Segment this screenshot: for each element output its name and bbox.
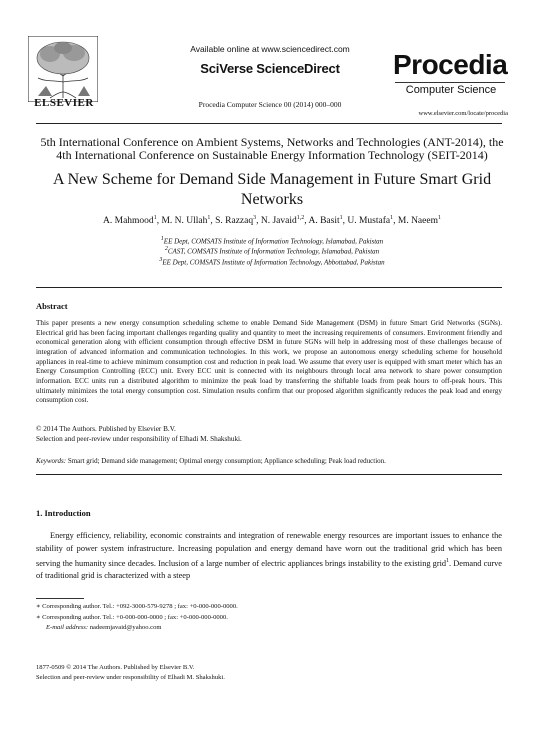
affiliation: $^2$CAST, COMSATS Institute of Information Technology, Islamabad, Pakistan	[164, 246, 380, 256]
title-line-1: A New Scheme for Demand Side Management in Future Smart Grid	[52, 171, 492, 188]
journal-url[interactable]: www.elsevier.com/locate/procedia	[418, 110, 508, 117]
introduction-text: Energy efficiency, reliability, economic constraints and integration of renewable energy resources are important issues to enhance the stability of power system infrastructure. Increasing population and energy demand have worn out the traditional grid which has been serving the humanity since decades. Inclusion of a large number of electric appliances brings instability to the existing grid	[36, 531, 502, 568]
copyright-line: © 2014 The Authors. Published by Elsevier B.V.	[36, 425, 176, 433]
abstract-body: This paper presents a new energy consumption scheduling scheme to enable Demand Side Management (DSM) in future Smart Grid Networks (SGNs). Electrical grid has been facing important challenges regarding quality and quantity to meet the increasing requirements of consumers. Environment friendly and economical generation along with efficient consumption through effective DSM in future SGNs will help in addressing most of these challenges because of integration of advanced information and communication technologies. In this work, we propose an autonomous energy scheduling scheme for household appliances in real-time to achieve minimum consumption cost and reduction in peak load. We assume that every user is equipped with smart meter which has an Energy Consumption Controlling (ECC) unit. Every ECC unit is connected with its neighbours through local area network to share power consumption information. ECC units run a distributed algorithm to minimize the peak load by transferring the shiftable loads from peak hours to off-peak hours. This ultimately minimizes the total energy consumption cost. Simulation results confirm that our proposed algorithm significantly reduces the peak load and energy consumption cost.	[36, 319, 502, 405]
email-label: E-mail address:	[46, 624, 89, 631]
procedia-divider	[395, 82, 505, 83]
introduction-text-tail: . Demand curve of traditional grid is characterized with a steep	[36, 558, 502, 581]
journal-volume: Procedia Computer Science 00 (2014) 000–000	[198, 100, 342, 109]
author: M. N. Ullah	[161, 216, 208, 227]
author: N. Javaid	[260, 216, 297, 227]
issn-line: 1877-0509 © 2014 The Authors. Published by Elsevier B.V.	[36, 664, 195, 671]
issn-block	[36, 663, 502, 683]
author-sup: 1	[339, 215, 343, 221]
footnote-email	[46, 624, 512, 631]
footnote-rule	[36, 598, 84, 599]
abstract-heading: Abstract	[36, 301, 68, 311]
sciverse-logo-text: SciVerse ScienceDirect	[200, 61, 340, 76]
paper-title	[30, 170, 514, 210]
publisher-name: ELSEVIER	[34, 97, 94, 109]
header-rule	[36, 123, 502, 124]
footnote: ∗ Corresponding author. Tel.: +0-000-000-0000 ; fax: +0-000-000-0000.	[36, 614, 228, 621]
author-sup: 1	[153, 215, 157, 221]
introduction-body	[36, 530, 502, 583]
author: S. Razzaq	[215, 216, 254, 227]
procedia-logo-text: Procedia	[393, 49, 508, 80]
affiliation: $^3$EE Dept, COMSATS Institute of Information Technology, Abbottabad, Pakistan	[159, 257, 385, 267]
procedia-subtitle: Computer Science	[405, 84, 497, 96]
author-list: A. Mahmood$^1$, M. N. Ullah$^1$, S. Razzaq$^3$, N. Javaid$^{1,2}$, A. Basit$^1$, U. Mustafa$^1$, M. Naeem$^1$	[103, 215, 441, 227]
author-sup: 1	[390, 215, 394, 221]
author-sup: 1	[437, 215, 441, 221]
author-sup: 1	[207, 215, 211, 221]
conference-line-1: 5th International Conference on Ambient Systems, Networks and Technologies (ANT-2014), the	[40, 135, 504, 149]
author-sup: 1,2	[296, 215, 305, 221]
abstract-bottom-rule	[36, 474, 502, 475]
author: A. Mahmood	[103, 216, 154, 227]
email-address[interactable]: nadeemjavaid@yahoo.com	[89, 624, 162, 631]
abstract-copyright	[36, 425, 502, 444]
author: U. Mustafa	[347, 216, 391, 227]
affiliation: $^1$EE Dept, COMSATS Institute of Information Technology, Islamabad, Pakistan	[160, 236, 384, 246]
conference-info	[30, 136, 514, 162]
section-heading: 1. Introduction	[36, 508, 91, 518]
author: A. Basit	[308, 216, 340, 227]
peer-review-footer: Selection and peer-review under responsibility of Elhadi M. Shakshuki.	[36, 674, 225, 681]
abstract-top-rule	[36, 287, 502, 288]
keywords-text: Smart grid; Demand side management; Optimal energy consumption; Appliance scheduling; Peak load reduction.	[67, 457, 386, 465]
author: M. Naeem	[397, 216, 438, 227]
keywords-label: Keywords:	[36, 457, 67, 465]
author-sup: 3	[253, 215, 257, 221]
available-online-text[interactable]: Available online at www.sciencedirect.com	[190, 44, 350, 54]
elsevier-tree-logo	[28, 36, 98, 102]
keywords	[36, 457, 502, 465]
title-line-2: Networks	[240, 191, 304, 208]
reference-marker[interactable]: 1	[446, 558, 450, 564]
peer-review-line: Selection and peer-review under responsibility of Elhadi M. Shakshuki.	[36, 434, 242, 443]
footnote: ∗ Corresponding author. Tel.: +092-3000-579-9278 ; fax: +0-000-000-0000.	[36, 603, 238, 610]
conference-line-2: 4th International Conference on Sustainable Energy Information Technology (SEIT-2014)	[56, 148, 488, 162]
